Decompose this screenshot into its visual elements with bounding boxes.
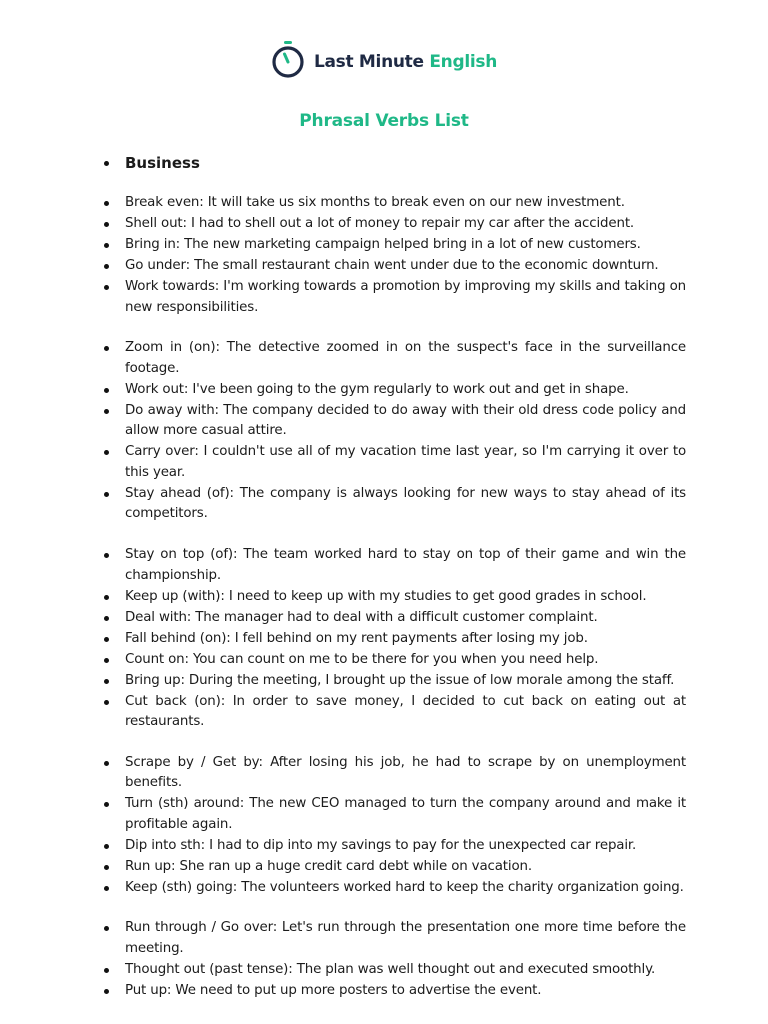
phrasal-verb-group-1 (104, 193, 686, 318)
list-item: Scrape by / Get by: After losing his job, he had to scrape by on unemployment benefits. (104, 753, 686, 794)
document-body (104, 152, 686, 1022)
list-item: Keep up (with): I need to keep up with my studies to get good grades in school. (104, 587, 686, 608)
phrasal-verb-group-3 (104, 545, 686, 733)
list-item: Break even: It will take us six months to break even on our new investment. (104, 193, 686, 214)
list-item: Run up: She ran up a huge credit card debt while on vacation. (104, 857, 686, 878)
list-item: Stay on top (of): The team worked hard to stay on top of their game and win the championship. (104, 545, 686, 586)
list-item: Work out: I've been going to the gym regularly to work out and get in shape. (104, 380, 686, 401)
section-list (104, 152, 686, 174)
list-item: Zoom in (on): The detective zoomed in on the suspect's face in the surveillance footage. (104, 338, 686, 379)
list-item: Do away with: The company decided to do away with their old dress code policy and allow more casual attire. (104, 401, 686, 442)
list-item: Bring in: The new marketing campaign helped bring in a lot of new customers. (104, 235, 686, 256)
logo-text (314, 52, 497, 72)
list-item: Shell out: I had to shell out a lot of money to repair my car after the accident. (104, 214, 686, 235)
list-item: Carry over: I couldn't use all of my vacation time last year, so I'm carrying it over to this year. (104, 442, 686, 483)
list-item: Bring up: During the meeting, I brought up the issue of low morale among the staff. (104, 671, 686, 692)
list-item: Keep (sth) going: The volunteers worked hard to keep the charity organization going. (104, 878, 686, 899)
logo-text-part1: Last Minute (313, 52, 424, 72)
list-item: Turn (sth) around: The new CEO managed to turn the company around and make it profitable again. (104, 794, 686, 835)
section-heading: Business (104, 152, 686, 174)
list-item: Cut back (on): In order to save money, I decided to cut back on eating out at restaurants. (104, 692, 686, 733)
list-item: Count on: You can count on me to be there for you when you need help. (104, 650, 686, 671)
phrasal-verb-group-5 (104, 918, 686, 1001)
stopwatch-icon (271, 40, 314, 84)
list-item: Fall behind (on): I fell behind on my rent payments after losing my job. (104, 629, 686, 650)
logo-text-part2: English (429, 52, 498, 72)
phrasal-verb-group-4 (104, 753, 686, 899)
list-item: Go under: The small restaurant chain went under due to the economic downturn. (104, 256, 686, 277)
list-item: Run through / Go over: Let's run through the presentation one more time before the meeting. (104, 918, 686, 959)
list-item: Work towards: I'm working towards a promotion by improving my skills and taking on new responsibilities. (104, 277, 686, 318)
list-item: Deal with: The manager had to deal with a difficult customer complaint. (104, 608, 686, 629)
page-title: Phrasal Verbs List (299, 111, 469, 131)
list-item: Thought out (past tense): The plan was well thought out and executed smoothly. (104, 960, 686, 981)
phrasal-verb-group-2 (104, 338, 686, 525)
header (0, 40, 768, 84)
list-item: Stay ahead (of): The company is always looking for new ways to stay ahead of its competitors. (104, 484, 686, 525)
list-item: Put up: We need to put up more posters to advertise the event. (104, 981, 686, 1002)
list-item: Dip into sth: I had to dip into my savings to pay for the unexpected car repair. (104, 836, 686, 857)
logo[interactable] (271, 40, 497, 84)
